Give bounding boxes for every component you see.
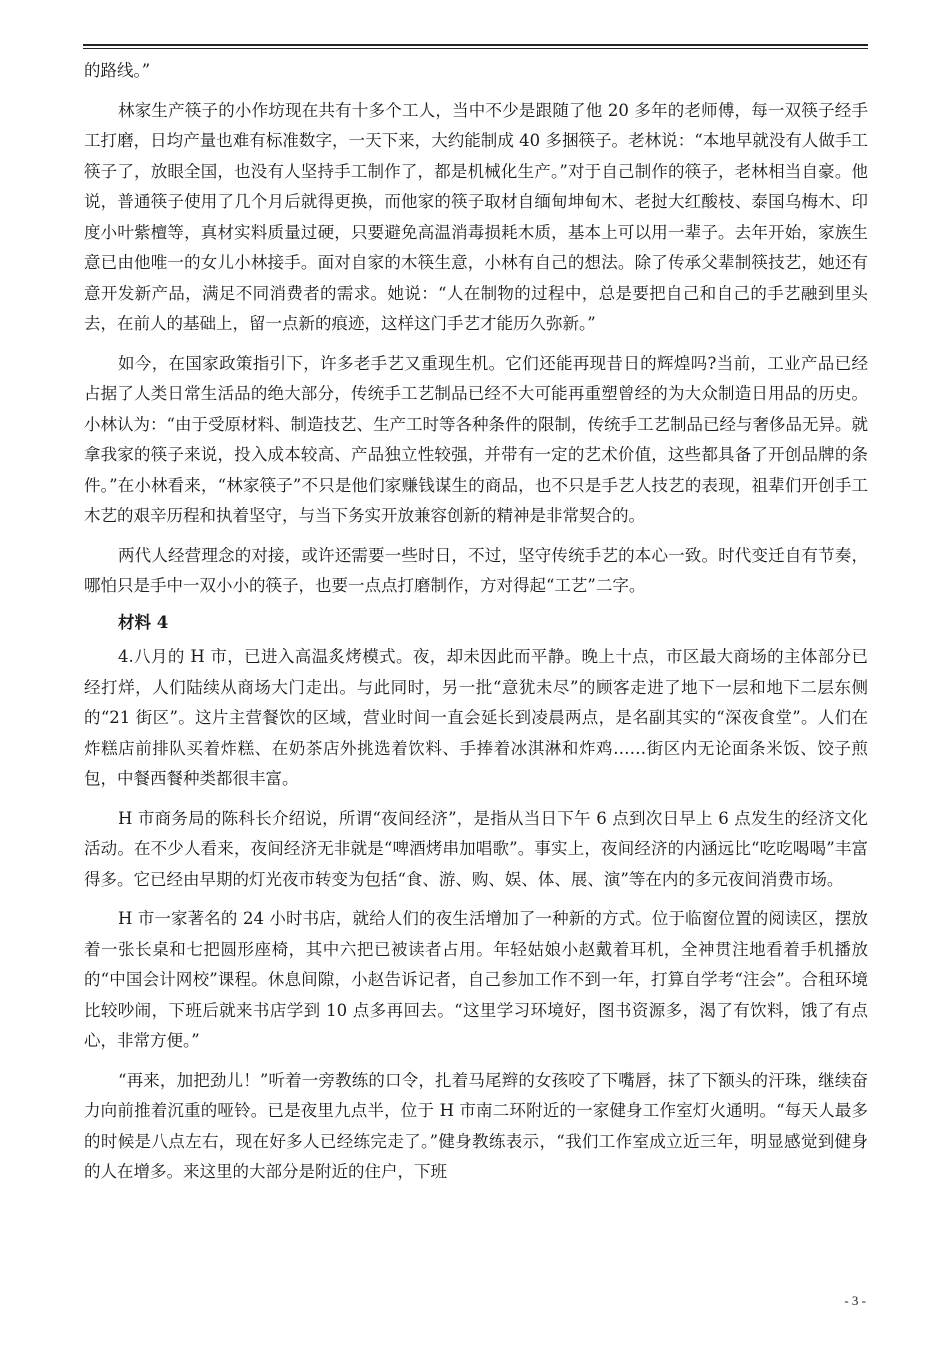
document-body <box>84 56 868 1188</box>
paragraph: 如今，在国家政策指引下，许多老手艺又重现生机。它们还能再现昔日的辉煌吗?当前，工业产品已经占据了人类日常生活品的绝大部分，传统手工艺制品已经不大可能再重塑曾经的为大众制造日用品的历史。小林认为：“由于受原材料、制造技艺、生产工时等各种条件的限制，传统手工艺制品已经与奢侈品无异。就拿我家的筷子来说，投入成本较高、产品独立性较强，并带有一定的艺术价值，这些都具备了开创品牌的条件。”在小林看来，“林家筷子”不只是他们家赚钱谋生的商品，也不只是手艺人技艺的表现，祖辈们开创手工木艺的艰辛历程和执着坚守，与当下务实开放兼容创新的精神是非常契合的。 <box>84 353 868 525</box>
paragraph: H 市商务局的陈科长介绍说，所谓“夜间经济”，是指从当日下午 6 点到次日早上 6 点发生的经济文化活动。在不少人看来，夜间经济无非就是“啤酒烤串加唱歌”。事实上，夜间经济的内涵远比“吃吃喝喝”丰富得多。它已经由早期的灯光夜市转变为包括“食、游、购、娱、体、展、演”等在内的多元夜间消费市场。 <box>84 808 868 889</box>
page-number: - 3 - <box>844 1293 866 1308</box>
header-rule-thin <box>83 48 868 49</box>
header-rule-thick <box>83 44 868 46</box>
paragraph: 林家生产筷子的小作坊现在共有十多个工人，当中不少是跟随了他 20 多年的老师傅，每一双筷子经手工打磨，日均产量也难有标准数字，一天下来，大约能制成 40 多捆筷子。老林说：“本地早就没有人做手工筷子了，放眼全国，也没有人坚持手工制作了，都是机械化生产。”对于自己制作的筷子，老林相当自豪。他说，普通筷子使用了几个月后就得更换，而他家的筷子取材自缅甸坤甸木、老挝大红酸枝、泰国乌梅木、印度小叶紫檀等，真材实料质量过硬，只要避免高温消毒损耗木质，基本上可以用一辈子。去年开始，家族生意已由他唯一的女儿小林接手。面对自家的木筷生意，小林有自己的想法。除了传承父辈制筷技艺，她还有意开发新产品，满足不同消费者的需求。她说：“人在制物的过程中，总是要把自己和自己的手艺融到里头去，在前人的基础上，留一点新的痕迹，这样这门手艺才能历久弥新。” <box>84 100 868 333</box>
paragraph-continuation: 的路线。” <box>84 61 151 80</box>
paragraph: “再来，加把劲儿！”听着一旁教练的口令，扎着马尾辫的女孩咬了下嘴唇，抹了下额头的汗珠，继续奋力向前推着沉重的哑铃。已是夜里九点半，位于 H 市南二环附近的一家健身工作室灯火通明。“每天人最多的时候是八点左右，现在好多人已经练完走了。”健身教练表示，“我们工作室成立近三年，明显感觉到健身的人在增多。来这里的大部分是附近的住户，下班 <box>84 1070 868 1181</box>
paragraph: 4.八月的 H 市，已进入高温炙烤模式。夜，却未因此而平静。晚上十点，市区最大商场的主体部分已经打烊，人们陆续从商场大门走出。与此同时，另一批“意犹未尽”的顾客走进了地下一层和地下二层东侧的“21 街区”。这片主营餐饮的区域，营业时间一直会延长到凌晨两点，是名副其实的“深夜食堂”。人们在炸糕店前排队买着炸糕、在奶茶店外挑选着饮料、手捧着冰淇淋和炸鸡……街区内无论面条米饭、饺子煎包，中餐西餐种类都很丰富。 <box>84 647 868 788</box>
section-heading: 材料 4 <box>118 612 169 632</box>
paragraph: 两代人经营理念的对接，或许还需要一些时日，不过，坚守传统手艺的本心一致。时代变迁自有节奏，哪怕只是手中一双小小的筷子，也要一点点打磨制作，方对得起“工艺”二字。 <box>84 545 868 595</box>
paragraph: H 市一家著名的 24 小时书店，就给人们的夜生活增加了一种新的方式。位于临窗位置的阅读区，摆放着一张长桌和七把圆形座椅，其中六把已被读者占用。年轻姑娘小赵戴着耳机，全神贯注地看着手机播放的“中国会计网校”课程。休息间隙，小赵告诉记者，自己参加工作不到一年，打算自学考“注会”。合租环境比较吵闹，下班后就来书店学到 10 点多再回去。“这里学习环境好，图书资源多，渴了有饮料，饿了有点心，非常方便。” <box>84 909 868 1050</box>
